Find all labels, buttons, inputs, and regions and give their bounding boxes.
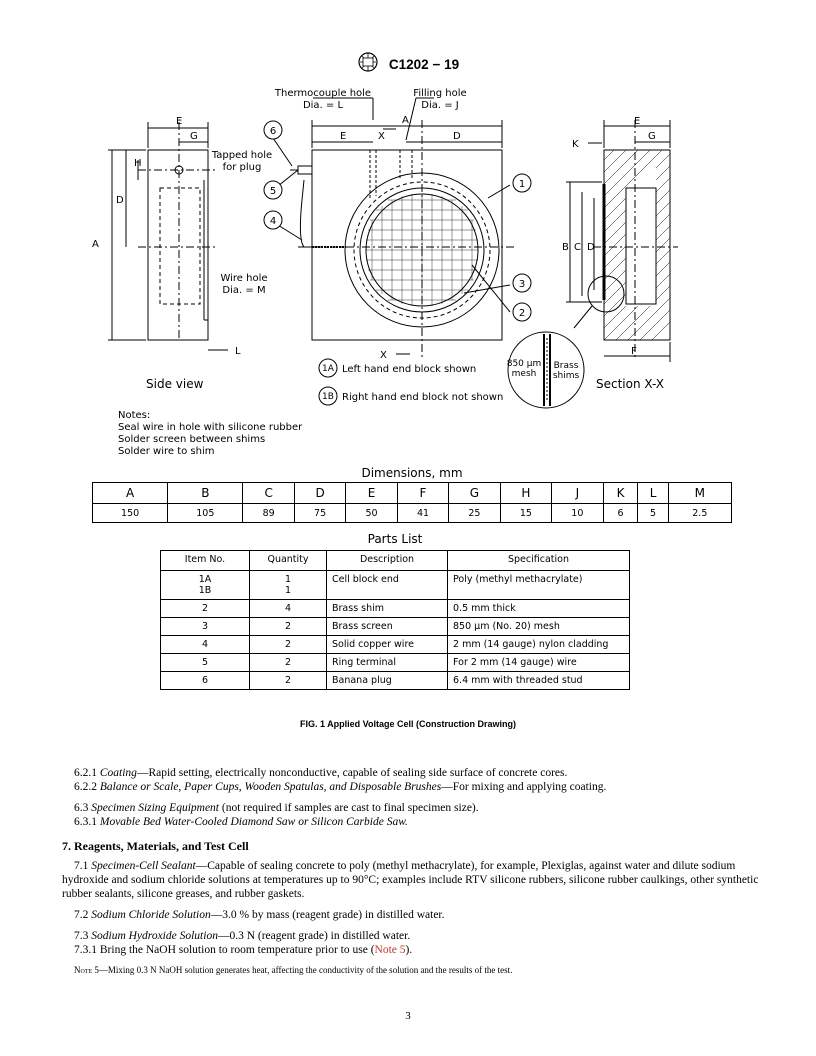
thermocouple-hole-label: Thermocouple hole [274, 88, 372, 99]
callout-1: 1 [518, 179, 526, 190]
dim-G-side: G [190, 131, 198, 142]
quantity: 1 [284, 585, 292, 596]
dim-L: L [235, 346, 241, 357]
note-item-2: Solder screen between shims [118, 434, 266, 445]
dim-E-section: E [634, 116, 641, 127]
description-cell: Banana plug [327, 672, 448, 690]
callout-1a: 1A [322, 364, 334, 374]
side-view-hidden-recess [160, 188, 200, 304]
item-no: 1A [198, 574, 212, 585]
side-view-title: Side view [146, 377, 204, 391]
description-cell: Brass shim [327, 600, 448, 618]
callout-3: 3 [518, 279, 526, 290]
parts-header-cell: Description [327, 551, 448, 571]
front-view-block [312, 150, 502, 340]
item-cell: 5 [161, 654, 250, 672]
callout-5: 5 [269, 186, 277, 197]
dim-D-side: D [116, 195, 124, 206]
dim-K: K [572, 139, 579, 150]
dim-X-bottom: X [380, 350, 387, 361]
standard-designation: C1202 − 19 [388, 57, 460, 72]
specification-cell: For 2 mm (14 gauge) wire [448, 654, 630, 672]
qty-cell: 4 [250, 600, 327, 618]
dim-header-cell: C [243, 483, 294, 504]
item-cell: 2 [161, 600, 250, 618]
figure-caption: FIG. 1 Applied Voltage Cell (Construction Drawing) [299, 719, 516, 729]
astm-logo-icon [357, 52, 379, 77]
qty-cell: 2 [250, 636, 327, 654]
description-cell: Ring terminal [327, 654, 448, 672]
item-no: 1B [198, 585, 212, 596]
description-cell: Solid copper wire [327, 636, 448, 654]
dim-value-cell: 5 [638, 504, 668, 523]
note-5-link[interactable]: Note 5 [374, 944, 406, 956]
quantity: 1 [284, 574, 292, 585]
parts-header-cell: Specification [448, 551, 630, 571]
table-row [161, 571, 630, 600]
item-cell: 4 [161, 636, 250, 654]
dim-value-cell: 6 [603, 504, 638, 523]
specification-cell: 850 μm (No. 20) mesh [448, 618, 630, 636]
dim-B: B [562, 242, 569, 253]
page-number: 3 [405, 1010, 411, 1022]
callout-1b: 1B [322, 392, 334, 402]
thermocouple-dia-label: Dia. = L [302, 100, 344, 111]
dim-value-cell: 10 [552, 504, 603, 523]
filling-dia-label: Dia. = J [421, 100, 459, 111]
notes-title: Notes: [118, 410, 151, 421]
tapped-hole-label: Tapped hole [211, 150, 273, 161]
brass-label: Brass [553, 361, 579, 371]
paragraph-7-2: 7.2 Sodium Chloride Solution—3.0 % by mass (reagent grade) in distilled water. [74, 909, 445, 921]
dim-A-front: A [402, 115, 409, 126]
table-row [161, 654, 630, 672]
table-row [161, 636, 630, 654]
qty-cell: 2 [250, 672, 327, 690]
dim-D-section: D [587, 242, 595, 253]
dimensions-header-row [93, 483, 732, 504]
table-row [161, 672, 630, 690]
dim-value-cell: 75 [294, 504, 345, 523]
dim-X-top: X [378, 131, 385, 142]
item-cell: 6 [161, 672, 250, 690]
dim-header-cell: J [552, 483, 603, 504]
parts-list-table [160, 550, 630, 690]
dim-value-cell: 15 [500, 504, 551, 523]
dim-value-cell: 150 [93, 504, 168, 523]
dim-H: H [134, 158, 142, 169]
dim-value-cell: 89 [243, 504, 294, 523]
dim-E-side: E [176, 116, 183, 127]
dim-header-cell: E [346, 483, 397, 504]
paragraph-6-3: 6.3 Specimen Sizing Equipment (not required if samples are cast to final specimen size). [74, 802, 479, 814]
wire-dia-label: Dia. = M [222, 285, 266, 296]
construction-drawing [78, 80, 698, 465]
note-5: Note 5—Mixing 0.3 N NaOH solution generates heat, affecting the conductivity of the solution and the results of the test. [74, 965, 513, 975]
qty-cell: 2 [250, 618, 327, 636]
section-6-text [62, 766, 762, 977]
page-header [0, 52, 816, 77]
dim-value-cell: 105 [168, 504, 243, 523]
paragraph-7-1: 7.1 Specimen-Cell Sealant—Capable of sealing concrete to poly (methyl methacrylate), for example, Plexiglas, against water and dilute sodium hydroxide and sodium chloride solutions at temperatures up to 90°C; examples include RTV silicone rubbers, silicone rubber caulkings, other synthetic rubber sealants, silicone greases, and rubber gaskets. [62, 860, 759, 900]
specification-cell: 2 mm (14 gauge) nylon cladding [448, 636, 630, 654]
specification-cell: 0.5 mm thick [448, 600, 630, 618]
note-item-3: Solder wire to shim [118, 446, 215, 457]
dim-A-side: A [92, 239, 99, 250]
qty-cell [250, 571, 327, 600]
dim-header-cell: F [397, 483, 448, 504]
filling-hole-label: Filling hole [413, 88, 467, 99]
dim-C: C [574, 242, 581, 253]
dim-header-cell: A [93, 483, 168, 504]
specification-cell: Poly (methyl methacrylate) [448, 571, 630, 600]
item-cell [161, 571, 250, 600]
parts-list-title: Parts List [367, 532, 423, 546]
mesh-label-2: mesh [511, 369, 537, 379]
paragraph-6-2-2: 6.2.2 Balance or Scale, Paper Cups, Wooden Spatulas, and Disposable Brushes—For mixing and applying coating. [74, 781, 607, 793]
dim-header-cell: G [449, 483, 500, 504]
dim-value-cell: 25 [449, 504, 500, 523]
dim-header-cell: L [638, 483, 668, 504]
item-cell: 3 [161, 618, 250, 636]
shims-label: shims [552, 371, 580, 381]
callout-6: 6 [269, 126, 277, 137]
table-row [161, 618, 630, 636]
dim-header-cell: D [294, 483, 345, 504]
dim-value-cell: 50 [346, 504, 397, 523]
paragraph-7-3-1: 7.3.1 Bring the NaOH solution to room temperature prior to use (Note 5). [74, 944, 413, 956]
dim-value-cell: 2.5 [668, 504, 731, 523]
mesh-label: 850 μm [506, 359, 542, 369]
dimensions-title: Dimensions, mm [361, 466, 463, 480]
specification-cell: 6.4 mm with threaded stud [448, 672, 630, 690]
dim-D-front: D [453, 131, 461, 142]
dim-header-cell: K [603, 483, 638, 504]
section-7-heading: 7. Reagents, Materials, and Test Cell [62, 839, 249, 853]
dim-value-cell: 41 [397, 504, 448, 523]
dimensions-table [92, 482, 732, 523]
parts-header-row [161, 551, 630, 571]
description-cell: Brass screen [327, 618, 448, 636]
dim-F: F [631, 346, 637, 357]
paragraph-6-3-1: 6.3.1 Movable Bed Water-Cooled Diamond Saw or Silicon Carbide Saw. [74, 816, 408, 828]
callout-2: 2 [518, 308, 526, 319]
dimensions-value-row [93, 504, 732, 523]
dim-header-cell: H [500, 483, 551, 504]
dim-G-section: G [648, 131, 656, 142]
dim-header-cell: M [668, 483, 731, 504]
qty-cell: 2 [250, 654, 327, 672]
paragraph-7-3: 7.3 Sodium Hydroxide Solution—0.3 N (reagent grade) in distilled water. [74, 930, 411, 942]
dim-header-cell: B [168, 483, 243, 504]
dim-E-front: E [340, 131, 347, 142]
note-item-1: Seal wire in hole with silicone rubber [118, 422, 303, 433]
description-cell: Cell block end [327, 571, 448, 600]
parts-header-cell: Quantity [250, 551, 327, 571]
right-end-block-label: Right hand end block not shown [342, 392, 504, 403]
table-row [161, 600, 630, 618]
left-end-block-label: Left hand end block shown [342, 364, 477, 375]
section-view-title: Section X-X [596, 377, 664, 391]
side-view-block [148, 150, 208, 340]
wire-hole-label: Wire hole [220, 273, 268, 284]
paragraph-6-2-1: 6.2.1 Coating—Rapid setting, electrically nonconductive, capable of sealing side surface of concrete cores. [74, 767, 568, 779]
callout-4: 4 [269, 216, 277, 227]
for-plug-label: for plug [222, 162, 262, 173]
parts-header-cell: Item No. [161, 551, 250, 571]
